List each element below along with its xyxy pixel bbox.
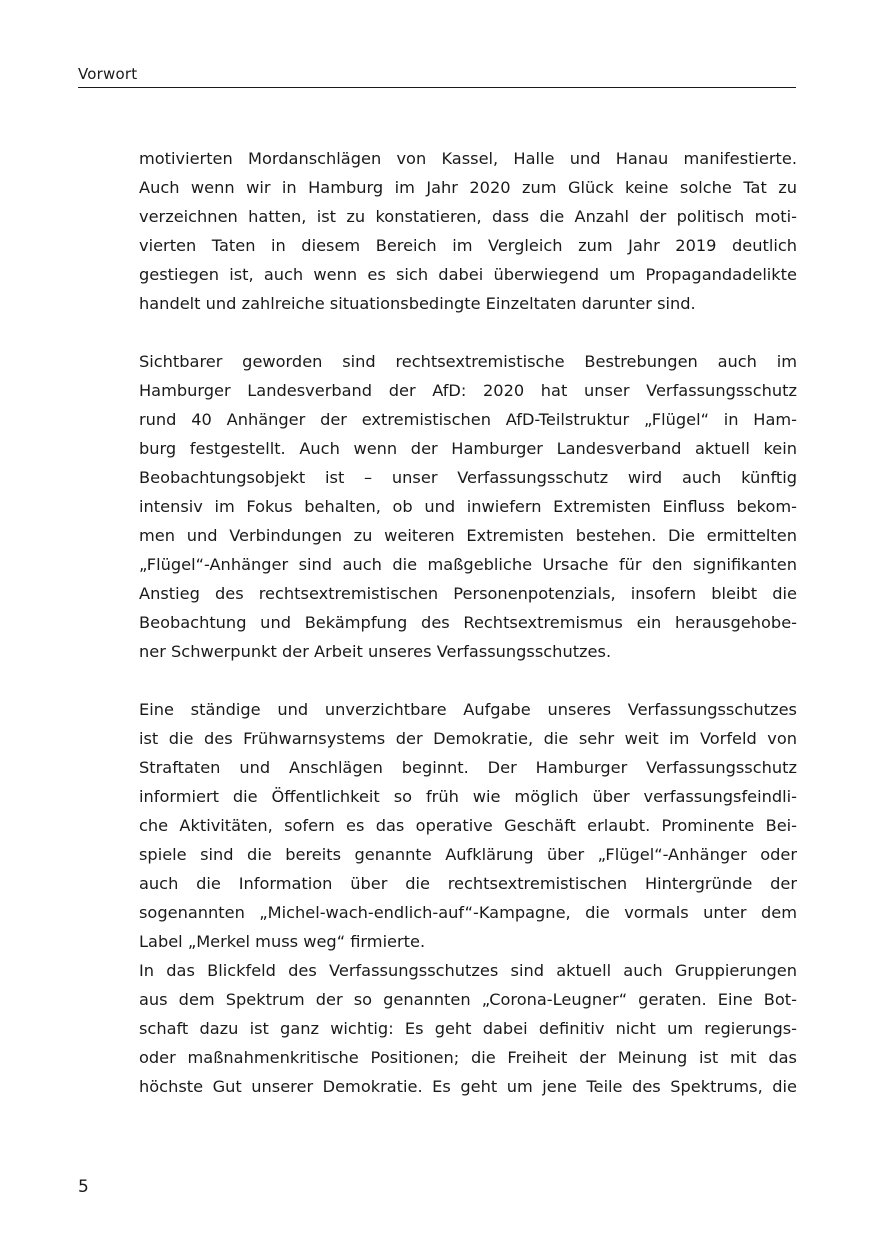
running-header xyxy=(78,64,796,88)
text-line: rund 40 Anhänger der extremistischen AfD-Teilstruktur „Flügel“ in Ham- xyxy=(139,410,797,429)
text-line: oder maßnahmenkritische Positionen; die Freiheit der Meinung ist mit das xyxy=(139,1048,797,1067)
text-line: Beobachtungsobjekt ist – unser Verfassungsschutz wird auch künftig xyxy=(139,468,797,487)
text-line: men und Verbindungen zu weiteren Extremisten bestehen. Die ermittelten xyxy=(139,526,797,545)
text-line: Beobachtung und Bekämpfung des Rechtsextremismus ein herausgehobe- xyxy=(139,613,797,632)
text-line: handelt und zahlreiche situationsbedingte Einzeltaten darunter sind. xyxy=(139,294,696,313)
text-line: ist die des Frühwarnsystems der Demokratie, die sehr weit im Vorfeld von xyxy=(139,729,797,748)
text-line: Anstieg des rechtsextremistischen Personenpotenzials, insofern bleibt die xyxy=(139,584,797,603)
text-line: informiert die Öffentlichkeit so früh wie möglich über verfassungsfeindli- xyxy=(139,787,797,806)
text-line: gestiegen ist, auch wenn es sich dabei überwiegend um Propagandadelikte xyxy=(139,265,797,284)
text-line: Eine ständige und unverzichtbare Aufgabe unseres Verfassungsschutzes xyxy=(139,700,797,719)
body-text xyxy=(139,144,797,1101)
text-line: Sichtbarer geworden sind rechtsextremistische Bestrebungen auch im xyxy=(139,352,797,371)
text-line: Hamburger Landesverband der AfD: 2020 hat unser Verfassungsschutz xyxy=(139,381,797,400)
section-title: Vorwort xyxy=(78,65,138,83)
text-line: vierten Taten in diesem Bereich im Vergleich zum Jahr 2019 deutlich xyxy=(139,236,797,255)
text-line: schaft dazu ist ganz wichtig: Es geht dabei definitiv nicht um regierungs- xyxy=(139,1019,797,1038)
text-line: Straftaten und Anschlägen beginnt. Der Hamburger Verfassungsschutz xyxy=(139,758,797,777)
text-line: intensiv im Fokus behalten, ob und inwiefern Extremisten Einfluss bekom- xyxy=(139,497,797,516)
text-line: In das Blickfeld des Verfassungsschutzes sind aktuell auch Gruppierungen xyxy=(139,961,797,980)
text-line: che Aktivitäten, sofern es das operative Geschäft erlaubt. Prominente Bei- xyxy=(139,816,797,835)
text-line: ner Schwerpunkt der Arbeit unseres Verfassungsschutzes. xyxy=(139,642,612,661)
text-line: burg festgestellt. Auch wenn der Hamburger Landesverband aktuell kein xyxy=(139,439,797,458)
text-line: spiele sind die bereits genannte Aufklärung über „Flügel“-Anhänger oder xyxy=(139,845,797,864)
page-number: 5 xyxy=(78,1177,89,1197)
text-line: höchste Gut unserer Demokratie. Es geht um jene Teile des Spektrums, die xyxy=(139,1077,797,1096)
text-line: verzeichnen hatten, ist zu konstatieren, dass die Anzahl der politisch moti- xyxy=(139,207,797,226)
text-line: Auch wenn wir in Hamburg im Jahr 2020 zum Glück keine solche Tat zu xyxy=(139,178,797,197)
text-line: Label „Merkel muss weg“ firmierte. xyxy=(139,932,426,951)
text-line: sogenannten „Michel-wach-endlich-auf“-Kampagne, die vormals unter dem xyxy=(139,903,797,922)
text-line: auch die Information über die rechtsextremistischen Hintergründe der xyxy=(139,874,797,893)
text-line: aus dem Spektrum der so genannten „Corona-Leugner“ geraten. Eine Bot- xyxy=(139,990,797,1009)
text-line: motivierten Mordanschlägen von Kassel, Halle und Hanau manifestierte. xyxy=(139,149,797,168)
text-line: „Flügel“-Anhänger sind auch die maßgebliche Ursache für den signifikanten xyxy=(139,555,797,574)
